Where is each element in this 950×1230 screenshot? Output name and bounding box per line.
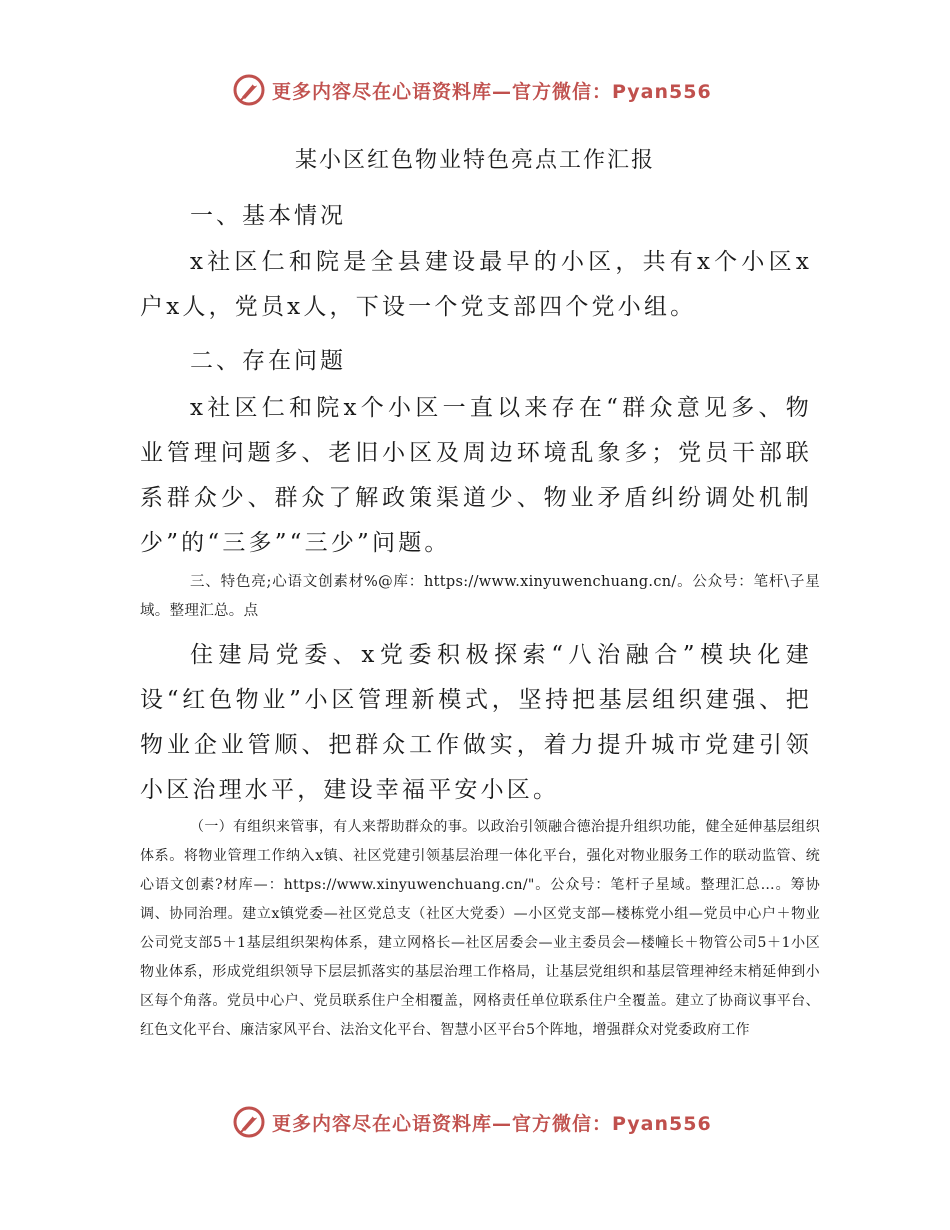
section-body-highlights: 住建局党委、x党委积极探索“八治融合”模块化建设“红色物业”小区管理新模式，坚持把基层组织建强、把物业企业管顺、把群众工作做实，着力提升城市党建引领小区治理水平，建设幸福平安小区。 [140, 642, 812, 803]
section-note-highlights: 三、特色亮;心语文创素材%@库：https://www.xinyuwenchuang.cn/。公众号：笔杆\子星域。整理汇总。点 [140, 574, 820, 619]
section-heading-basic: 一、基本情况 [190, 203, 346, 229]
watermark-banner-top [232, 70, 752, 110]
pen-nib-logo-icon [232, 73, 266, 107]
watermark-banner-bottom [232, 1102, 752, 1142]
watermark-text: 更多内容尽在心语资料库—官方微信：Pyan556 [272, 1112, 712, 1135]
section-body-basic: x社区仁和院是全县建设最早的小区，共有x个小区x户x人，党员x人，下设一个党支部四个党小组。 [140, 249, 812, 320]
subsection-body-organization: （一）有组织来管事，有人来帮助群众的事。以政治引领融合德治提升组织功能，健全延伸基层组织体系。将物业管理工作纳入x镇、社区党建引领基层治理一体化平台，强化对物业服务工作的联动监管、统心语文创素?材库—：https://www.xinyuwenchuang.cn/"。公众号：笔杆子星域。整理汇总…。筹协调、协同治理。建立x镇党委—社区党总支（社区大党委）—小区党支部—楼栋党小组—党员中心户＋物业公司党支部5＋1基层组织架构体系，建立网格长—社区居委会—业主委员会—楼幢长＋物管公司5＋1小区物业体系，形成党组织领导下层层抓落实的基层治理工作格局，让基层党组织和基层管理神经末梢延伸到小区每个角落。党员中心户、党员联系住户全相覆盖，网格责任单位联系住户全覆盖。建立了协商议事平台、红色文化平台、廉洁家风平台、法治文化平台、智慧小区平台5个阵地，增强群众对党委政府工作 [140, 819, 820, 1038]
watermark-text: 更多内容尽在心语资料库—官方微信：Pyan556 [272, 80, 712, 103]
document-title: 某小区红色物业特色亮点工作汇报 [294, 148, 655, 173]
pen-nib-logo-icon [232, 1105, 266, 1139]
section-heading-problems: 二、存在问题 [190, 348, 346, 374]
section-body-problems: x社区仁和院x个小区一直以来存在“群众意见多、物业管理问题多、老旧小区及周边环境乱象多；党员干部联系群众少、群众了解政策渠道少、物业矛盾纠纷调处机制少”的“三多”“三少”问题。 [140, 395, 812, 556]
